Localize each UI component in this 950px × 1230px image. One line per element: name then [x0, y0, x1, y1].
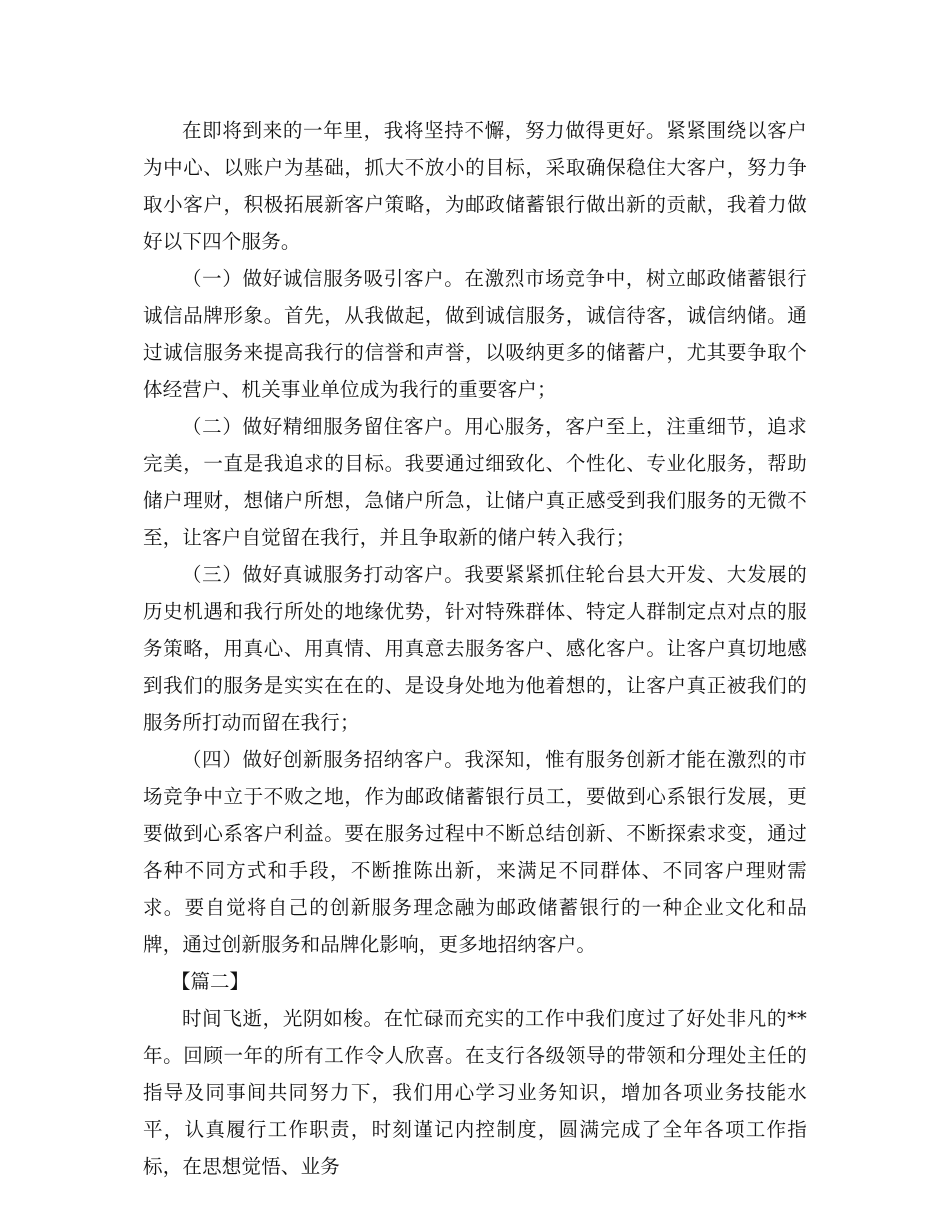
section-2-paragraph: 时间飞逝，光阴如梭。在忙碌而充实的工作中我们度过了好处非凡的**年。回顾一年的所有工作令人欣喜。在支行各级领导的带领和分理处主任的指导及同事间共同努力下，我们用心学习业务知识，增加各项业务技能水平，认真履行工作职责，时刻谨记内控制度，圆满完成了全年各项工作指标，在思想觉悟、业务 — [143, 1007, 807, 1178]
document-body — [143, 112, 807, 1185]
section-heading: 【篇二】 — [171, 970, 250, 993]
service-item-2-paragraph: （二）做好精细服务留住客户。用心服务，客户至上，注重细节，追求完美，一直是我追求的目标。我要通过细致化、个性化、专业化服务，帮助储户理财，想储户所想，急储户所急，让储户真正感受到我们服务的无微不至，让客户自觉留在我行，并且争取新的储户转入我行； — [143, 415, 807, 549]
service-item-1-paragraph: （一）做好诚信服务吸引客户。在激烈市场竞争中，树立邮政储蓄银行诚信品牌形象。首先，从我做起，做到诚信服务，诚信待客，诚信纳储。通过诚信服务来提高我行的信誉和声誉，以吸纳更多的储蓄户，尤其要争取个体经营户、机关事业单位成为我行的重要客户； — [143, 267, 807, 401]
service-item-4-paragraph: （四）做好创新服务招纳客户。我深知，惟有服务创新才能在激烈的市场竞争中立于不败之地，作为邮政储蓄银行员工，要做到心系银行发展，更要做到心系客户利益。要在服务过程中不断总结创新、不断探索求变，通过各种不同方式和手段，不断推陈出新，来满足不同群体、不同客户理财需求。要自觉将自己的创新服务理念融为邮政储蓄银行的一种企业文化和品牌，通过创新服务和品牌化影响，更多地招纳客户。 — [143, 748, 807, 956]
intro-paragraph: 在即将到来的一年里，我将坚持不懈，努力做得更好。紧紧围绕以客户为中心、以账户为基础，抓大不放小的目标，采取确保稳住大客户，努力争取小客户，积极拓展新客户策略，为邮政储蓄银行做出新的贡献，我着力做好以下四个服务。 — [143, 119, 807, 253]
service-item-3-paragraph: （三）做好真诚服务打动客户。我要紧紧抓住轮台县大开发、大发展的历史机遇和我行所处的地缘优势，针对特殊群体、特定人群制定点对点的服务策略，用真心、用真情、用真意去服务客户、感化客户。让客户真切地感到我们的服务是实实在在的、是设身处地为他着想的，让客户真正被我们的服务所打动而留在我行； — [143, 563, 807, 734]
